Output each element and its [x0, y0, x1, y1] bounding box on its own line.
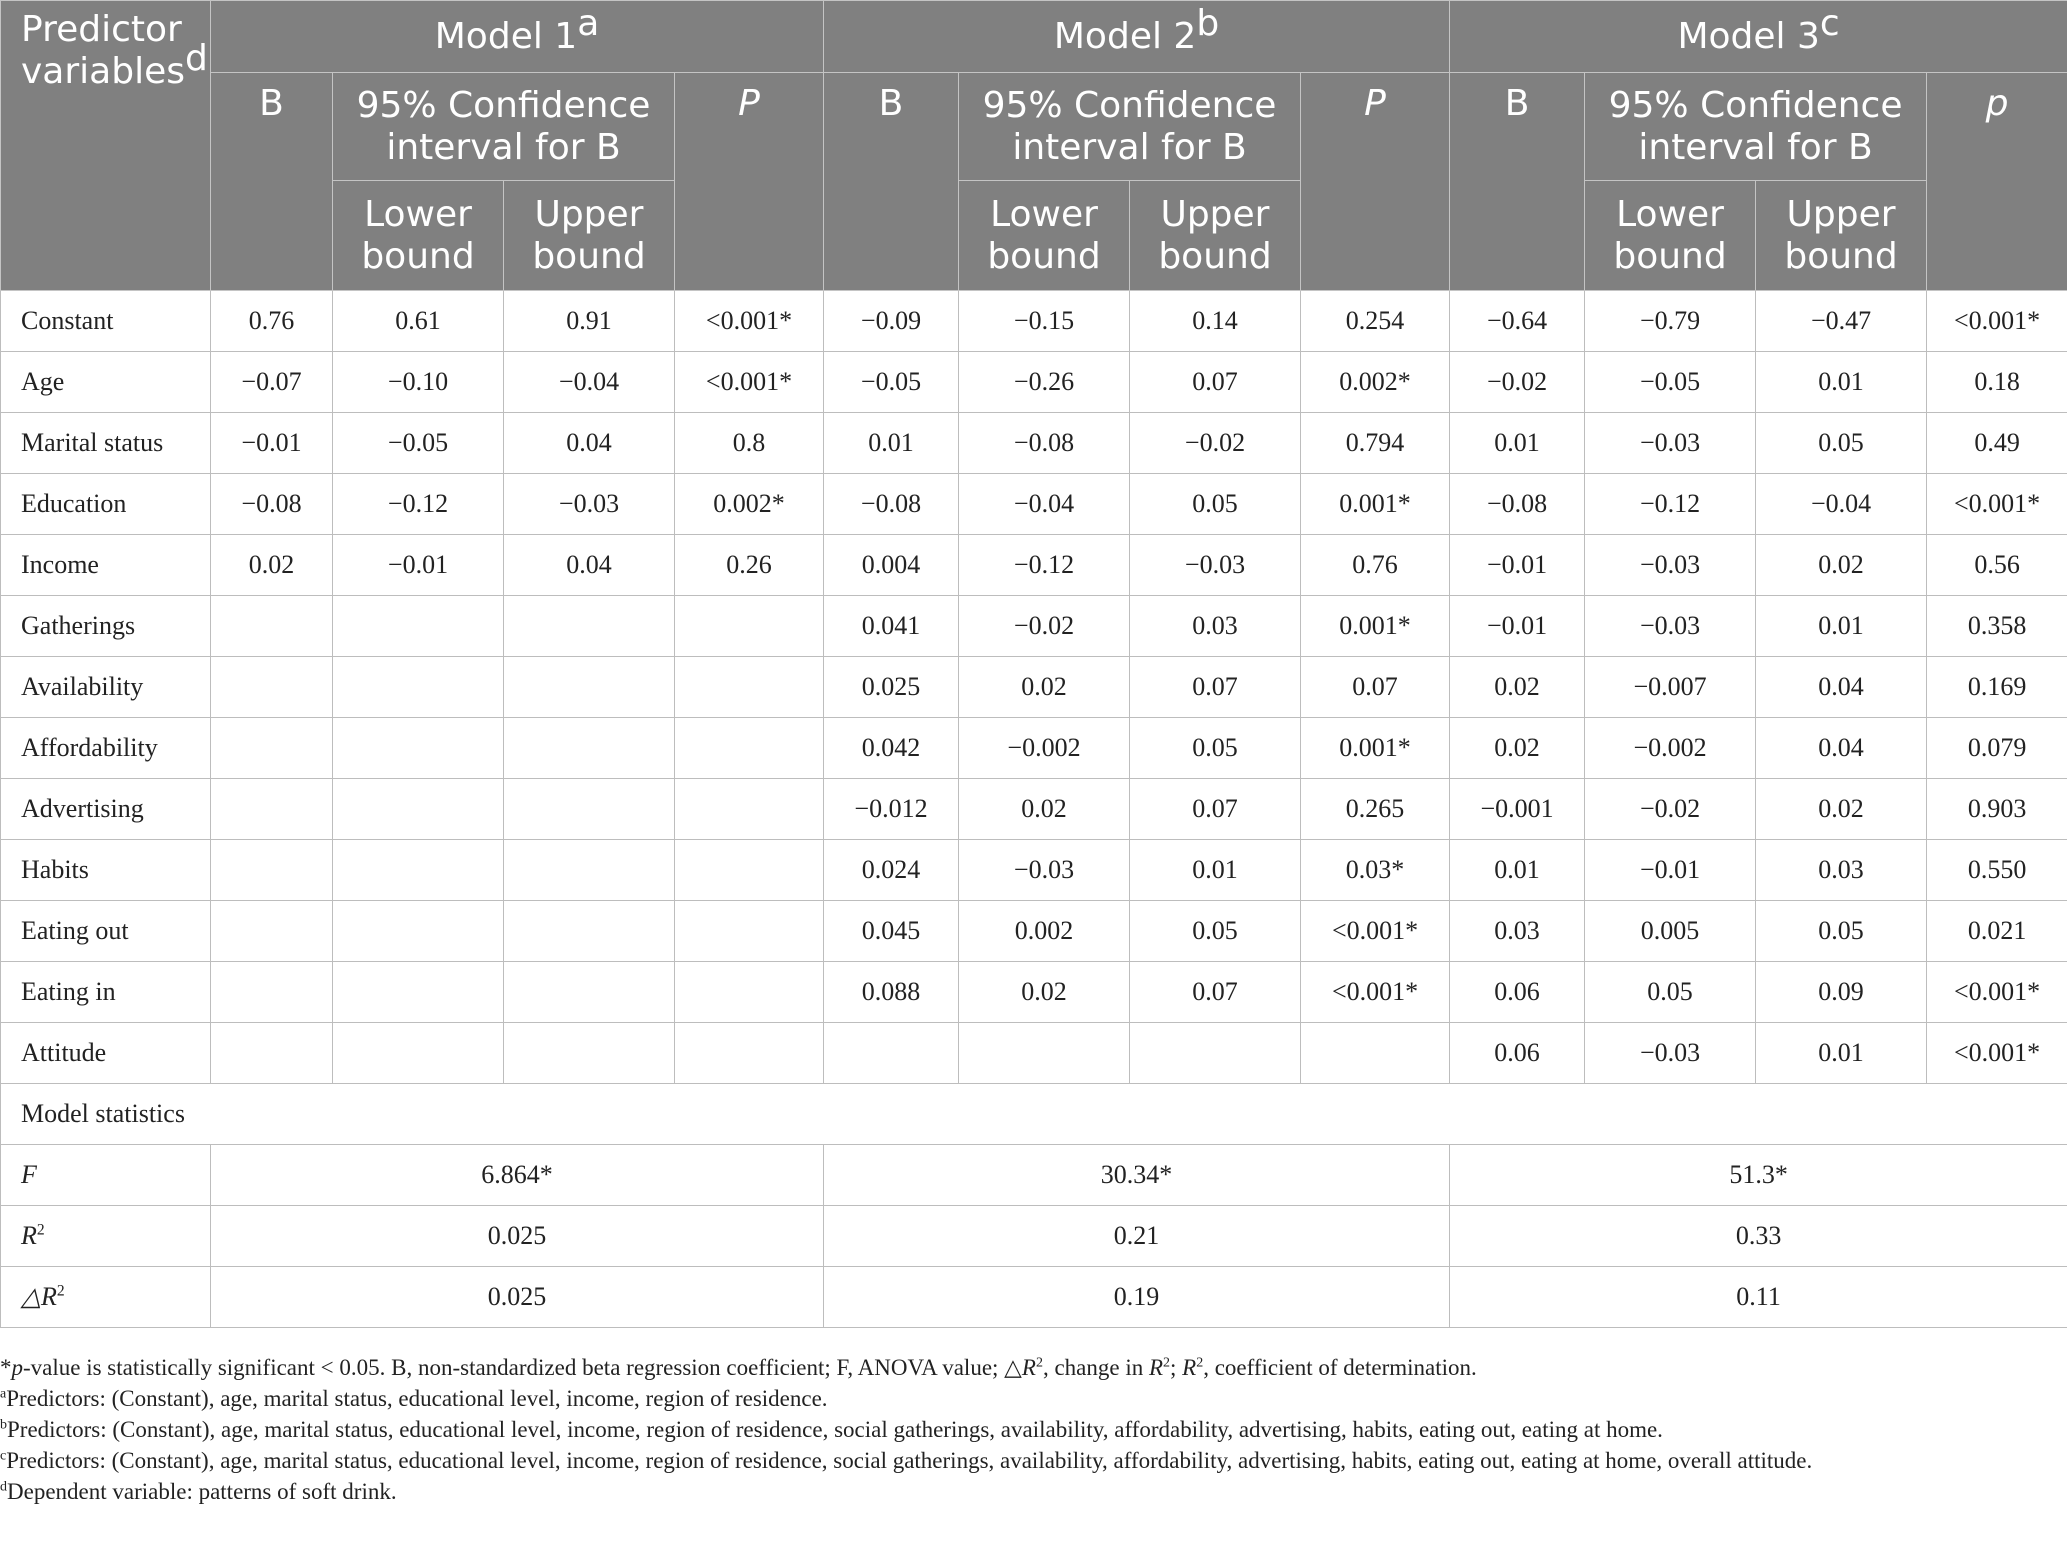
lower-bound-header: Lower bound [333, 181, 504, 291]
table-cell [211, 718, 333, 779]
table-cell: −0.15 [959, 291, 1130, 352]
table-cell: 0.024 [824, 840, 959, 901]
stat-row-r2 [1, 1206, 2067, 1267]
table-cell: 0.56 [1927, 535, 2067, 596]
table-cell: −0.08 [959, 413, 1130, 474]
table-cell: <0.001* [1927, 291, 2067, 352]
upper-bound-header: Upper bound [1756, 181, 1927, 291]
table-cell: 0.550 [1927, 840, 2067, 901]
row-label: Availability [1, 657, 211, 718]
table-cell: −0.001 [1450, 779, 1585, 840]
table-cell [504, 962, 675, 1023]
stat-row-delta-r2 [1, 1267, 2067, 1328]
table-row [1, 840, 2067, 901]
table-cell: −0.08 [211, 474, 333, 535]
table-cell: −0.07 [211, 352, 333, 413]
table-cell [211, 962, 333, 1023]
table-cell [675, 1023, 824, 1084]
table-body [1, 291, 2067, 1084]
stat-value: 0.33 [1450, 1206, 2067, 1267]
row-label: Attitude [1, 1023, 211, 1084]
table-cell: 0.01 [1756, 352, 1927, 413]
table-cell: −0.04 [1756, 474, 1927, 535]
footnote-c: $^c$Predictors: (Constant), age, marital status, educational level, income, region of residence, social gatherings, availability, affordability, advertising, habits, eating out, eating at home, overall attitude. [0, 1448, 1813, 1473]
table-cell: 0.004 [824, 535, 959, 596]
table-cell: −0.12 [959, 535, 1130, 596]
table-cell [1130, 1023, 1301, 1084]
table-cell: 0.03* [1301, 840, 1450, 901]
footnote-significance: *p-value is statistically significant < 0.05. B, non-standardized beta regression coefficient; F, ANOVA value; $\triangle R^2$, change in $R^2$; $R^2$, coefficient of determination. [0, 1355, 1477, 1380]
table-cell: 0.01 [1450, 840, 1585, 901]
table-cell: 0.358 [1927, 596, 2067, 657]
table-cell: 0.025 [824, 657, 959, 718]
table-cell: 0.002* [675, 474, 824, 535]
table-cell [211, 779, 333, 840]
table-cell: −0.03 [959, 840, 1130, 901]
table-row [1, 596, 2067, 657]
table-row [1, 657, 2067, 718]
table-cell [504, 596, 675, 657]
row-label: Affordability [1, 718, 211, 779]
table-cell: −0.02 [1450, 352, 1585, 413]
model-statistics [1, 1084, 2067, 1328]
table-cell: 0.01 [1756, 1023, 1927, 1084]
table-cell [211, 596, 333, 657]
table-cell [824, 1023, 959, 1084]
table-cell: −0.04 [504, 352, 675, 413]
table-cell: 0.02 [959, 657, 1130, 718]
table-cell: −0.03 [1130, 535, 1301, 596]
table-cell: 0.05 [1130, 901, 1301, 962]
table-cell [211, 901, 333, 962]
table-row [1, 474, 2067, 535]
table-cell: 0.07 [1130, 352, 1301, 413]
table-cell: 0.001* [1301, 474, 1450, 535]
upper-bound-header: Upper bound [1130, 181, 1301, 291]
table-cell: −0.02 [1130, 413, 1301, 474]
table-cell: 0.01 [824, 413, 959, 474]
table-cell [959, 1023, 1130, 1084]
table-cell: 0.04 [504, 535, 675, 596]
table-cell: 0.01 [1756, 596, 1927, 657]
table-cell: −0.64 [1450, 291, 1585, 352]
row-label: Eating in [1, 962, 211, 1023]
table-cell: −0.02 [959, 596, 1130, 657]
table-cell: <0.001* [675, 352, 824, 413]
row-label: Marital status [1, 413, 211, 474]
table-row [1, 901, 2067, 962]
row-label: Advertising [1, 779, 211, 840]
stat-value: 6.864* [211, 1145, 824, 1206]
table-cell [504, 779, 675, 840]
table-cell: 0.04 [1756, 718, 1927, 779]
table-cell: 0.794 [1301, 413, 1450, 474]
table-cell: 0.079 [1927, 718, 2067, 779]
table-cell: 0.18 [1927, 352, 2067, 413]
table-cell [333, 1023, 504, 1084]
table-cell: 0.02 [959, 779, 1130, 840]
table-cell: 0.26 [675, 535, 824, 596]
table-row [1, 718, 2067, 779]
table-cell [333, 901, 504, 962]
table-cell: 0.002 [959, 901, 1130, 962]
table-cell: 0.02 [1756, 535, 1927, 596]
table-cell: 0.76 [211, 291, 333, 352]
table-cell: −0.10 [333, 352, 504, 413]
table-cell: −0.007 [1585, 657, 1756, 718]
table-row [1, 779, 2067, 840]
table-cell: <0.001* [1301, 901, 1450, 962]
table-cell: −0.04 [959, 474, 1130, 535]
table-cell: 0.005 [1585, 901, 1756, 962]
table-cell: 0.8 [675, 413, 824, 474]
table-cell [675, 962, 824, 1023]
table-cell: 0.265 [1301, 779, 1450, 840]
table-cell: 0.01 [1130, 840, 1301, 901]
table-cell [211, 1023, 333, 1084]
table-cell: −0.01 [333, 535, 504, 596]
table-cell: 0.021 [1927, 901, 2067, 962]
table-cell: −0.08 [824, 474, 959, 535]
table-cell: <0.001* [675, 291, 824, 352]
table-cell [675, 901, 824, 962]
table-cell: 0.04 [1756, 657, 1927, 718]
row-label: Education [1, 474, 211, 535]
p-header: p [1927, 73, 2067, 291]
table-cell: 0.903 [1927, 779, 2067, 840]
table-cell: 0.05 [1756, 413, 1927, 474]
table-cell: 0.09 [1756, 962, 1927, 1023]
table-cell [675, 657, 824, 718]
table-cell: 0.05 [1130, 718, 1301, 779]
stat-value: 0.025 [211, 1267, 824, 1328]
table-cell: 0.254 [1301, 291, 1450, 352]
row-label: Eating out [1, 901, 211, 962]
stat-value: 30.34* [824, 1145, 1450, 1206]
footnote-a: $^a$Predictors: (Constant), age, marital status, educational level, income, region of residence. [0, 1386, 828, 1411]
table-cell: 0.001* [1301, 596, 1450, 657]
table-cell [675, 779, 824, 840]
table-header [1, 1, 2067, 291]
row-label: Income [1, 535, 211, 596]
table-cell [504, 657, 675, 718]
table-row [1, 291, 2067, 352]
table-cell [504, 718, 675, 779]
table-cell: 0.06 [1450, 1023, 1585, 1084]
table-cell [504, 901, 675, 962]
table-row [1, 535, 2067, 596]
table-cell: 0.76 [1301, 535, 1450, 596]
table-cell: 0.02 [211, 535, 333, 596]
table-cell: 0.045 [824, 901, 959, 962]
table-cell: −0.79 [1585, 291, 1756, 352]
stat-value: 51.3* [1450, 1145, 2067, 1206]
table-cell: −0.012 [824, 779, 959, 840]
table-row [1, 1023, 2067, 1084]
table-cell: 0.02 [1450, 718, 1585, 779]
table-cell [1301, 1023, 1450, 1084]
table-cell: 0.041 [824, 596, 959, 657]
table-cell: 0.04 [504, 413, 675, 474]
row-label: Constant [1, 291, 211, 352]
upper-bound-header: Upper bound [504, 181, 675, 291]
table-cell: −0.09 [824, 291, 959, 352]
table-cell: 0.07 [1130, 657, 1301, 718]
table-cell: 0.03 [1450, 901, 1585, 962]
table-cell [333, 962, 504, 1023]
table-cell: <0.001* [1927, 962, 2067, 1023]
table-cell: 0.05 [1585, 962, 1756, 1023]
table-cell [333, 718, 504, 779]
table-cell: 0.002* [1301, 352, 1450, 413]
predictor-header: Predictor variables$^d$ [1, 1, 211, 291]
table-cell: <0.001* [1927, 1023, 2067, 1084]
table-cell: −0.12 [1585, 474, 1756, 535]
table-cell: 0.05 [1756, 901, 1927, 962]
table-cell [211, 840, 333, 901]
lower-bound-header: Lower bound [959, 181, 1130, 291]
table-cell: 0.03 [1130, 596, 1301, 657]
table-cell [211, 657, 333, 718]
row-label: Gatherings [1, 596, 211, 657]
ci-header: 95% Confidence interval for B [1585, 73, 1927, 181]
table-cell [675, 840, 824, 901]
model-statistics-label: Model statistics [1, 1084, 2067, 1145]
footnote-d: $^d$Dependent variable: patterns of soft drink. [0, 1479, 397, 1504]
b-header: B [1450, 73, 1585, 291]
table-cell: 0.49 [1927, 413, 2067, 474]
table-cell: −0.03 [1585, 535, 1756, 596]
p-header: P [675, 73, 824, 291]
row-label: Age [1, 352, 211, 413]
table-cell: 0.169 [1927, 657, 2067, 718]
table-cell: −0.03 [1585, 1023, 1756, 1084]
table-cell: 0.14 [1130, 291, 1301, 352]
table-cell [675, 718, 824, 779]
table-cell: −0.01 [1450, 596, 1585, 657]
table-cell: −0.05 [333, 413, 504, 474]
table-cell: 0.01 [1450, 413, 1585, 474]
table-cell: <0.001* [1927, 474, 2067, 535]
ci-header: 95% Confidence interval for B [333, 73, 675, 181]
table-cell: 0.042 [824, 718, 959, 779]
row-label: $\triangle R^2$ [1, 1267, 211, 1328]
ci-header: 95% Confidence interval for B [959, 73, 1301, 181]
lower-bound-header: Lower bound [1585, 181, 1756, 291]
model-2-header: Model 2$^b$ [824, 1, 1450, 73]
table-cell: −0.03 [1585, 596, 1756, 657]
table-cell: 0.02 [1756, 779, 1927, 840]
footnotes [0, 1352, 2067, 1507]
table-cell: −0.01 [211, 413, 333, 474]
b-header: B [824, 73, 959, 291]
stat-value: 0.21 [824, 1206, 1450, 1267]
table-cell [333, 657, 504, 718]
table-cell: −0.03 [1585, 413, 1756, 474]
model-3-header: Model 3$^c$ [1450, 1, 2067, 73]
table-cell: −0.12 [333, 474, 504, 535]
table-cell: −0.01 [1450, 535, 1585, 596]
table-cell: −0.47 [1756, 291, 1927, 352]
table-row [1, 962, 2067, 1023]
stat-value: 0.025 [211, 1206, 824, 1267]
table-cell: −0.05 [824, 352, 959, 413]
table-cell: −0.03 [504, 474, 675, 535]
table-cell: 0.05 [1130, 474, 1301, 535]
table-cell [333, 779, 504, 840]
table-cell: 0.07 [1301, 657, 1450, 718]
table-cell: −0.08 [1450, 474, 1585, 535]
table-cell: −0.002 [959, 718, 1130, 779]
table-cell: 0.088 [824, 962, 959, 1023]
table-cell: 0.06 [1450, 962, 1585, 1023]
p-header: P [1301, 73, 1450, 291]
table-cell: −0.01 [1585, 840, 1756, 901]
table-cell [333, 840, 504, 901]
table-cell: −0.002 [1585, 718, 1756, 779]
table-cell: 0.02 [959, 962, 1130, 1023]
row-label: Habits [1, 840, 211, 901]
table-cell [504, 1023, 675, 1084]
b-header: B [211, 73, 333, 291]
table-cell: 0.02 [1450, 657, 1585, 718]
table-cell [333, 596, 504, 657]
stat-value: 0.19 [824, 1267, 1450, 1328]
table-cell: −0.02 [1585, 779, 1756, 840]
stat-row-f [1, 1145, 2067, 1206]
table-cell [675, 596, 824, 657]
table-cell: 0.91 [504, 291, 675, 352]
table-cell: 0.61 [333, 291, 504, 352]
table-cell [504, 840, 675, 901]
table-row [1, 413, 2067, 474]
stat-value: 0.11 [1450, 1267, 2067, 1328]
table-cell: <0.001* [1301, 962, 1450, 1023]
row-label: $R^2$ [1, 1206, 211, 1267]
footnote-b: $^b$Predictors: (Constant), age, marital status, educational level, income, region of residence, social gatherings, availability, affordability, advertising, habits, eating out, eating at home. [0, 1417, 1663, 1442]
table-cell: 0.001* [1301, 718, 1450, 779]
row-label: F [1, 1145, 211, 1206]
table-cell: 0.07 [1130, 962, 1301, 1023]
table-row [1, 352, 2067, 413]
model-1-header: Model 1$^a$ [211, 1, 824, 73]
table-cell: 0.03 [1756, 840, 1927, 901]
table-cell: −0.26 [959, 352, 1130, 413]
table-cell: 0.07 [1130, 779, 1301, 840]
table-cell: −0.05 [1585, 352, 1756, 413]
